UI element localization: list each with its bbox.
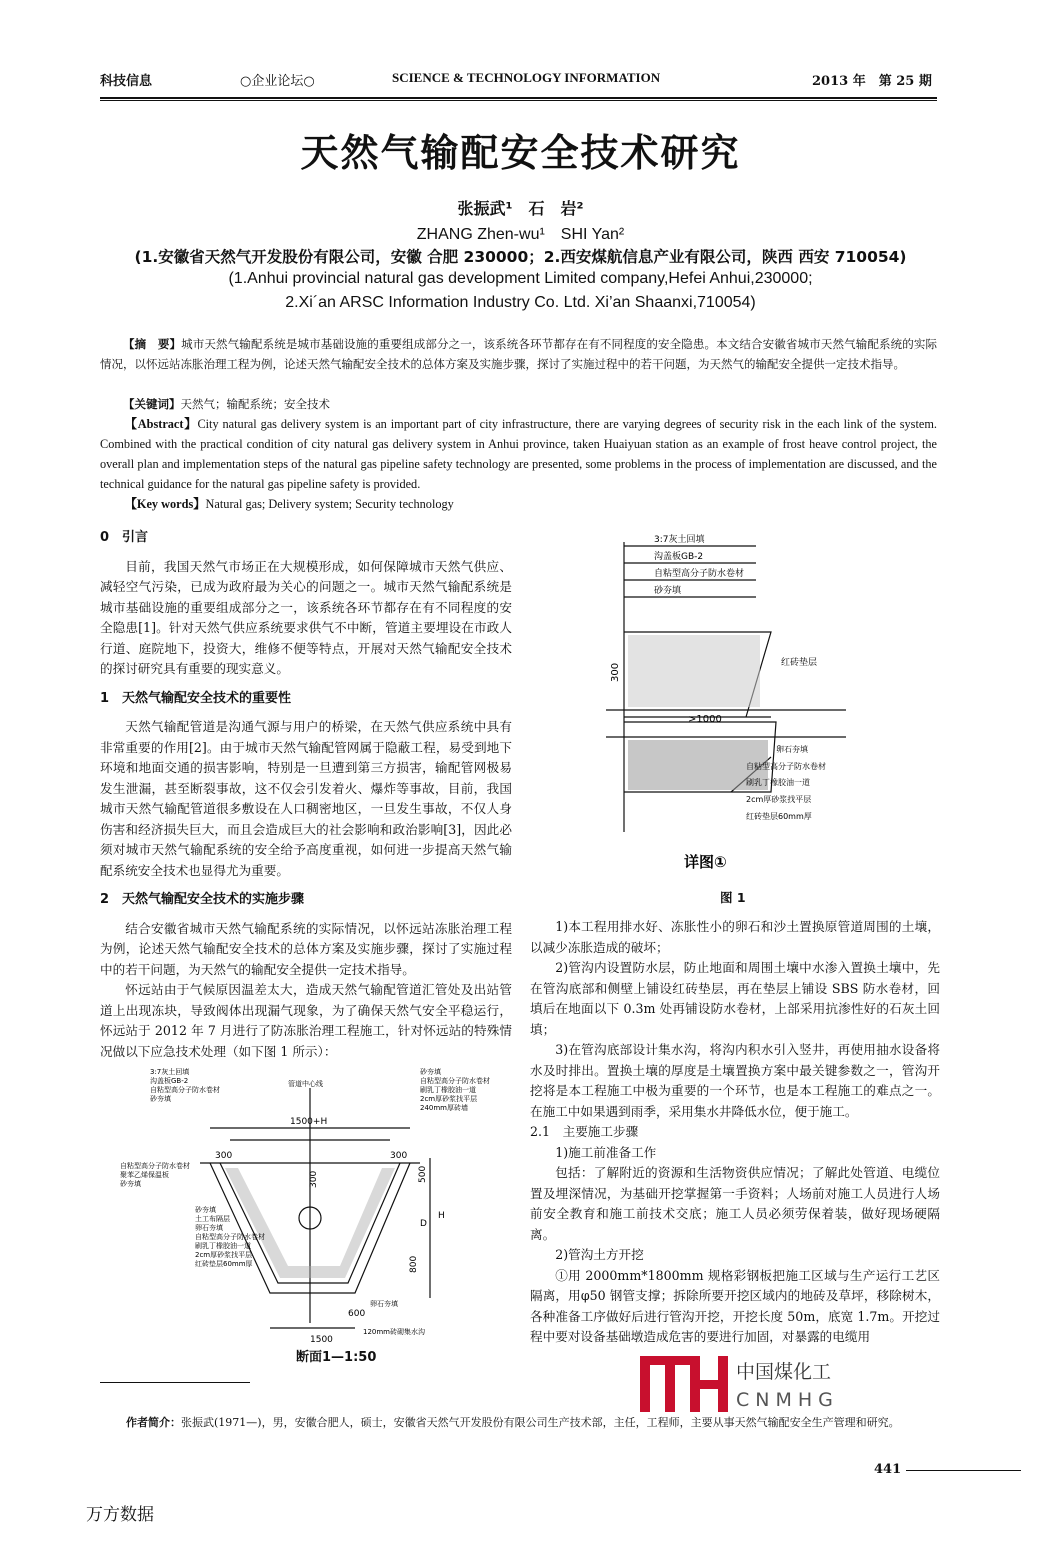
- abstract-en: [100, 414, 937, 494]
- fig2-top-label-0: 3:7灰土回填: [150, 1068, 190, 1076]
- abstract-cn: [100, 334, 937, 374]
- sand-fill-hatch: [628, 635, 760, 707]
- keywords-cn-label: 【关键词】: [123, 397, 181, 411]
- fig2-left-label-2: 砂夯填: [120, 1180, 141, 1188]
- keywords-cn: [100, 394, 937, 414]
- logo-text-en: CNMHG: [736, 1389, 839, 1411]
- step-1-body: 包括：了解附近的资源和生活物资供应情况；了解此处管道、电缆位置及埋深情况，为基础开挖掌握第一手资料；人场前对施工人员进行人场前安全教育和施工前技术交底；施工人员必须劳保着装，做好现场硬隔离。: [530, 1165, 940, 1242]
- fig2-dim-gravel: 卵石夯填: [370, 1300, 398, 1308]
- fig2-dim-600: 600: [348, 1309, 366, 1319]
- figure-2-cross-section: [120, 1068, 500, 1368]
- logo-text-cn: 中国煤化工: [736, 1361, 832, 1383]
- right-column-text: [530, 917, 940, 1348]
- fig2-right-label-0: 砂夯填: [420, 1068, 441, 1076]
- step-2-body: ①用 2000mm*1800mm 规格彩钢板把施工区域与生产运行工艺区隔离，用φ50 钢管支撑；拆除所要开挖区域内的地砖及草坪，移除树木，各种准备工序做好后进行管沟开挖，开挖长度 50m，底宽 1.7m。开挖过程中要对设备基础墩造成危害的要进行加固，对暴露的电缆用: [530, 1267, 940, 1344]
- section-2-1-title: 2.1 主要施工步骤: [530, 1124, 639, 1139]
- measure-2: 2)管沟内设置防水层，防止地面和周围土壤中水渗入置换土壤中，先在管沟底部和侧壁上铺设红砖垫层，再在垫层上铺设 SBS 防水卷材，回填后在地面以下 0.3m 处再铺设防水卷材，上部采用抗渗性好的石灰土回填；: [530, 960, 940, 1037]
- authors-en: ZHANG Zhen-wu¹ SHI Yan²: [416, 226, 625, 243]
- fig1-label-7: 刷乳丁橡胶油一道: [746, 778, 810, 787]
- fig2-right-label-3: 2cm厚砂浆找平层: [420, 1095, 478, 1103]
- fig2-dim-300-right: 300: [390, 1151, 408, 1161]
- fig1-detail-label: 详图①: [684, 853, 727, 871]
- fig2-left2-label-2: 卵石夯填: [195, 1224, 223, 1232]
- fig2-center-label: 管道中心线: [288, 1080, 323, 1088]
- fig2-dim-D: D: [420, 1219, 427, 1229]
- section-1-paragraph: 天然气输配管道是沟通气源与用户的桥梁，在天然气供应系统中具有非常重要的作用[2]。由于城市天然气输配管网属于隐蔽工程，易受到地下环境和地面交通的损害影响，特别是一旦遭到第三方损害，输配管网极易发生泄漏，甚至断裂事故，这不仅会引发着火、爆炸等事故，目前，我国城市天然气输配管道很多敷设在人口稠密地区，一旦发生事故，不仅人身伤害和经济损失巨大，而且会造成巨大的社会影响和政治影响[3]，因此必须对城市天然气输配系统的安全给予高度重视，如何进一步提高天然气输配系统安全技术也显得尤为重要。: [100, 719, 512, 878]
- keywords-en-label: 【Key words】: [124, 497, 206, 511]
- keywords-en-text: Natural gas; Delivery system; Security technology: [205, 497, 454, 511]
- fig1-label-3: 砂夯填: [654, 586, 682, 596]
- fig2-left-label-0: 自粘型高分子防水卷材: [120, 1162, 190, 1170]
- abstract-cn-text: 城市天然气输配系统是城市基础设施的重要组成部分之一，该系统各环节都存在有不同程度的安全隐患。本文结合安徽省城市天然气输配系统的实际情况，以怀远站冻胀治理工程为例，论述天然气输配安全技术的总体方案及实施步骤，探讨了实施过程中的若干问题，为天然气的输配安全提供一定技术指导。: [100, 337, 937, 371]
- source-watermark: 万方数据: [86, 1505, 154, 1525]
- step-1-title: 1)施工前准备工作: [555, 1144, 657, 1160]
- section-0-title: 0 引言: [100, 530, 149, 545]
- fig2-dim-1500: 1500: [310, 1335, 333, 1345]
- fig2-dim-1500H: 1500+H: [290, 1117, 328, 1127]
- fig2-right-label-4: 240mm厚砖墙: [420, 1104, 468, 1112]
- header-rule: [100, 97, 937, 99]
- section-2-title: 2 天然气输配安全技术的实施步骤: [100, 892, 305, 907]
- journal-name-cn: 科技信息: [100, 74, 153, 89]
- abstract-cn-label: 【摘 要】: [123, 337, 182, 351]
- affiliation-cn: (1.安徽省天然气开发股份有限公司，安徽 合肥 230000；2.西安煤航信息产业有限公司，陕西 西安 710054): [134, 248, 907, 266]
- author-note-label: 作者简介：: [126, 1416, 181, 1429]
- fig2-dim-300-left: 300: [215, 1151, 233, 1161]
- fig1-label-9: 红砖垫层60mm厚: [746, 812, 812, 821]
- page-title: 天然气输配安全技术研究: [300, 131, 741, 175]
- left-column-top: [100, 528, 512, 1062]
- step-2-title: 2)管沟土方开挖: [555, 1247, 644, 1262]
- header-rule-thin: [100, 100, 937, 101]
- figure-1-caption: 图 1: [720, 890, 746, 905]
- fig2-left2-label-0: 砂夯填: [195, 1206, 216, 1214]
- fig2-right-label-2: 刷乳丁橡胶油一道: [420, 1086, 476, 1094]
- fig1-dim-300: 300: [610, 662, 621, 682]
- fig1-label-2: 自粘型高分子防水卷材: [654, 569, 745, 579]
- fig1-label-5: 卵石夯填: [776, 745, 808, 754]
- fig2-dim-300-center: 300: [309, 1170, 319, 1188]
- column-name: ○企业论坛○: [240, 74, 315, 89]
- section-2-paragraph-2: 怀远站由于气候原因温差太大，造成天然气输配管道汇管处及出站管道上出现冻块，导致阀体出现漏气现象，为了确保天然气安全平稳运行，怀远站于 2012 年 7 月进行了防冻胀治理工程施工，针对怀远站的特殊情况做以下应急技术处理（如下图 1 所示）：: [100, 982, 512, 1059]
- fig2-left2-label-1: 土工布隔层: [195, 1215, 230, 1223]
- fig2-top-label-2: 自粘型高分子防水卷材: [150, 1086, 220, 1094]
- authors-cn: 张振武¹ 石 岩²: [457, 199, 584, 218]
- fig2-dim-800: 800: [409, 1255, 419, 1273]
- author-note-text: 张振武(1971—)，男，安徽合肥人，硕士，安徽省天然气开发股份有限公司生产技术部，主任，工程师，主要从事天然气输配安全生产管理和研究。: [181, 1416, 900, 1429]
- section-2-paragraph-1: 结合安徽省城市天然气输配系统的实际情况，以怀远站冻胀治理工程为例，论述天然气输配安全技术的总体方案及实施步骤，探讨了实施过程中的若干问题，为天然气的输配安全提供一定技术指导。: [100, 920, 512, 977]
- fig1-label-4: 红砖垫层: [781, 658, 818, 668]
- page-number: 441: [874, 1462, 902, 1477]
- fig1-dim-1000: >1000: [688, 714, 722, 725]
- fig2-left2-label-4: 刷乳丁橡胶油一道: [195, 1242, 251, 1250]
- footnote-rule: [100, 1382, 250, 1383]
- affiliation-en-1: (1.Anhui provincial natural gas development Limited company,Hefei Anhui,230000;: [228, 270, 813, 287]
- author-note: [126, 1414, 946, 1430]
- fig1-label-1: 沟盖板GB-2: [654, 552, 704, 562]
- fig2-dim-H: H: [438, 1211, 445, 1221]
- fig2-left2-label-5: 2cm厚砂浆找平层: [195, 1251, 253, 1259]
- affiliation-en-2: 2.Xi´an ARSC Information Industry Co. Ltd. Xi’an Shaanxi,710054): [285, 294, 756, 311]
- section-1-title: 1 天然气输配安全技术的重要性: [100, 690, 292, 706]
- fig2-left-label-1: 聚苯乙烯保温板: [120, 1171, 169, 1179]
- figure-1-detail-drawing: [596, 532, 856, 882]
- keywords-en: [100, 494, 937, 514]
- keywords-cn-text: 天然气；输配系统；安全技术: [180, 397, 330, 411]
- fig1-label-0: 3:7灰土回填: [654, 535, 705, 545]
- measure-3: 3)在管沟底部设计集水沟，将沟内积水引入竖井，再使用抽水设备将水及时排出。置换土壤的厚度是土壤置换方案中最关键参数之一，管沟开挖将是本工程施工中极为重要的一个环节，也是本工程施工的难点之一。在施工中如果遇到雨季，采用集水井降低水位，便于施工。: [530, 1042, 940, 1119]
- fig2-right-label-1: 自粘型高分子防水卷材: [420, 1077, 490, 1085]
- issue-label: 2013 年 第 25 期: [812, 74, 932, 89]
- fig2-top-label-3: 砂夯填: [150, 1095, 171, 1103]
- fig1-label-8: 2cm厚砂浆找平层: [746, 795, 812, 804]
- fig2-dim-drain: 120mm砖砌集水沟: [363, 1328, 425, 1336]
- fig2-left2-label-3: 自粘型高分子防水卷材: [195, 1233, 265, 1241]
- abstract-en-label: 【Abstract】: [124, 417, 198, 431]
- fig2-top-label-1: 沟盖板GB-2: [150, 1077, 189, 1085]
- abstract-en-text: City natural gas delivery system is an important part of city infrastructure, there are varying degrees of security risk in the each link of the system. Combined with the practical condition of city natural gas delivery system in Anhui province, taken Huaiyuan station as an example of frost heave control project, the overall plan and implementation steps of the natural gas pipeline safety technology are presented, some problems in the process of implementation are discussed, and the technical guidance for the natural gas pipeline safety is provided.: [100, 417, 937, 491]
- measure-1: 1)本工程用排水好、冻胀性小的卵石和沙土置换原管道周围的土壤，以减少冻胀造成的破坏；: [530, 919, 940, 955]
- fig2-dim-500: 500: [418, 1165, 428, 1183]
- fig2-left2-label-6: 红砖垫层60mm厚: [195, 1260, 253, 1268]
- figure-2-caption: 断面1—1:50: [296, 1350, 377, 1365]
- cnmhg-logo: [640, 1356, 850, 1416]
- journal-name-en: SCIENCE & TECHNOLOGY INFORMATION: [392, 70, 661, 85]
- section-0-paragraph: 目前，我国天然气市场正在大规模形成，如何保障城市天然气供应、减轻空气污染，已成为政府最为关心的问题之一。城市天然气输配系统是城市基础设施的重要组成部分之一，该系统各环节都存在有不同程度的安全隐患[1]。针对天然气供应系统要求供气不中断，管道主要埋设在市政人行道、庭院地下，投资大，维修不便等特点，开展对天然气输配安全技术的探讨研究具有重要的现实意义。: [100, 558, 512, 676]
- page-number-rule: [906, 1470, 1021, 1471]
- fig1-label-6: 自粘型高分子防水卷材: [746, 762, 826, 771]
